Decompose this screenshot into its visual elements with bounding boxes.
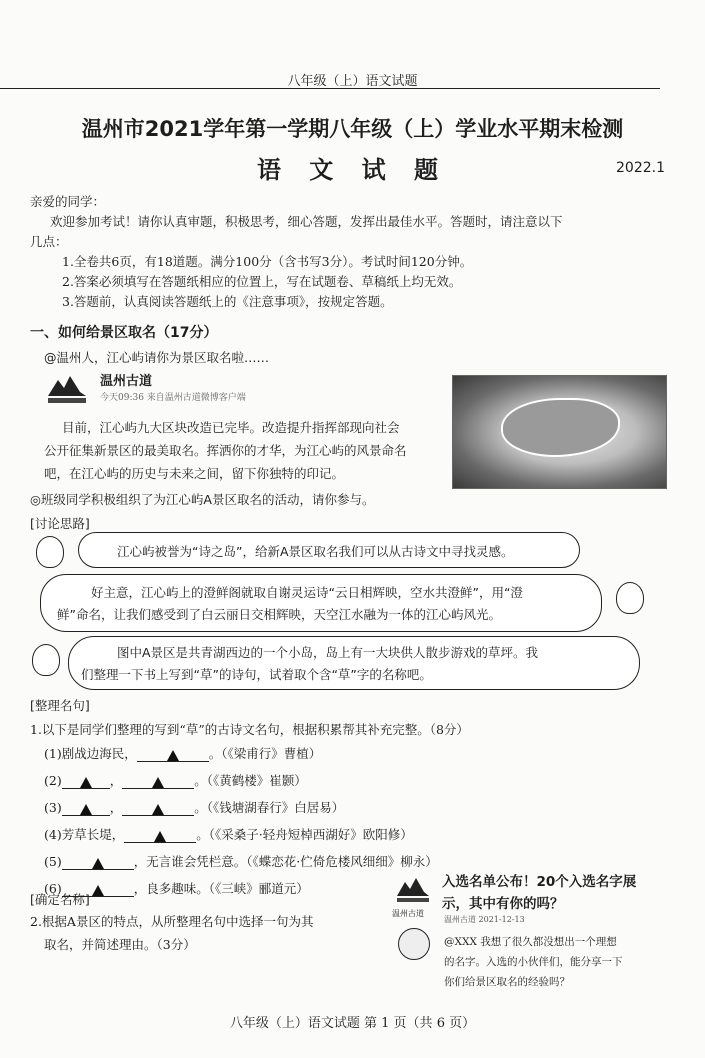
mention-line: @温州人，江心屿请你为景区取名啦……: [44, 350, 270, 365]
post-line-2: 公开征集新景区的最美取名。挥洒你的才华，为江心屿的风景命名: [44, 443, 407, 458]
greeting: 亲爱的同学：: [30, 194, 106, 209]
announcement-title-1: 入选名单公布！20个入选名字展: [442, 874, 637, 890]
bubble-3-text-b: 们整理一下书上写到“草”的诗句，试着取个含“草”字的名称吧。: [81, 667, 432, 682]
commenter-avatar: [398, 928, 430, 960]
discuss-label: [讨论思路]: [30, 516, 90, 531]
blank-marker-icon: [152, 777, 164, 788]
comment-line-3: 你们给景区取名的经验吗？: [444, 976, 570, 988]
confirm-label: [确定名称]: [30, 892, 90, 907]
blank-marker-icon: [154, 831, 166, 842]
blank-marker-icon: [80, 777, 92, 788]
blank-marker-icon: [92, 858, 104, 869]
comment-line-1: @XXX 我想了很久都没想出一个理想: [444, 936, 617, 948]
account-subline: 今天09:36 来自温州古道微博客户端: [100, 393, 246, 403]
welcome-line-1: 欢迎参加考试！请你认真审题，积极思考，细心答题，发挥出最佳水平。答题时，请注意以下: [50, 214, 563, 229]
note-1: 1.全卷共6页，有18道题。满分100分（含书写3分）。考试时间120分钟。: [62, 254, 473, 269]
fill-line-2: (2) ， 。（《黄鹤楼》崔颢）: [44, 773, 307, 788]
exam-date: 2022.1: [616, 160, 665, 176]
speech-bubble-1: [78, 532, 580, 568]
question-1: 1.以下是同学们整理的写到“草”的古诗文名句，根据积累帮其补充完整。（8分）: [30, 722, 469, 737]
note-3: 3.答题前，认真阅读答题纸上的《注意事项》，按规定答题。: [62, 294, 393, 309]
student-avatar-1: [36, 536, 64, 568]
organize-label: [整理名句]: [30, 698, 90, 713]
student-avatar-3: [32, 644, 60, 676]
fill-line-6: (6) ，良多趣味。（《三峡》郦道元）: [44, 881, 309, 896]
fill-line-1: (1)剧战边海民， 。（《梁甫行》曹植）: [44, 746, 322, 761]
answer-blank[interactable]: [62, 801, 110, 816]
header-rule: [0, 88, 660, 89]
bubble-2-text-b: 鲜”命名，让我们感受到了白云丽日交相辉映，天空江水融为一体的江心屿风光。: [57, 607, 501, 622]
announcement-meta: 温州古道 2021-12-13: [444, 915, 525, 924]
blank-marker-icon: [92, 885, 104, 896]
answer-blank[interactable]: [137, 747, 209, 762]
island-shape: [501, 398, 620, 457]
blank-marker-icon: [152, 804, 164, 815]
post-line-3: 吧，在江心屿的历史与未来之间，留下你独特的印记。: [44, 466, 345, 481]
answer-blank[interactable]: [122, 774, 194, 789]
fill-line-4: (4)芳草长堤， 。（《采桑子·轻舟短棹西湖好》欧阳修）: [44, 827, 413, 842]
activity-line: ◎班级同学积极组织了为江心屿A景区取名的活动，请你参与。: [30, 492, 375, 507]
speech-bubble-3: [68, 636, 640, 690]
question-2-line-1: 2.根据A景区的特点，从所整理名句中选择一句为其: [30, 914, 314, 929]
post-line-1: 目前，江心屿九大区块改造已完毕。改造提升指挥部现向社会: [62, 420, 400, 435]
page-footer: 八年级（上）语文试题 第 1 页（共 6 页）: [229, 1016, 476, 1031]
section-heading: 一、如何给景区取名（17分）: [30, 325, 218, 341]
announcement-title-2: 示，其中有你的吗？: [442, 896, 564, 912]
fill-line-5: (5) ，无言谁会凭栏意。（《蝶恋花·伫倚危楼风细细》柳永）: [44, 854, 438, 869]
account-logo: [46, 368, 88, 406]
bubble-3-text-a: 图中A景区是共青湖西边的一个小岛，岛上有一大块供人散步游戏的草坪。我: [117, 645, 539, 660]
blank-marker-icon: [167, 750, 179, 761]
student-avatar-2: [616, 582, 644, 614]
announcement-logo: [396, 872, 430, 906]
speech-bubble-2: [40, 574, 602, 632]
fill-line-3: (3) ， 。（《钱塘湖春行》白居易）: [44, 800, 345, 815]
answer-blank[interactable]: [62, 774, 110, 789]
bubble-2-text-a: 好主意，江心屿上的澄鲜阁就取自谢灵运诗“云日相辉映，空水共澄鲜”，用“澄: [91, 585, 523, 600]
announcement-logo-text: 温州古道: [392, 909, 424, 918]
exam-subtitle: 语 文 试 题: [256, 156, 449, 184]
bubble-1-text: 江心屿被誉为“诗之岛”，给新A景区取名我们可以从古诗文中寻找灵感。: [117, 544, 514, 559]
island-aerial-photo: [452, 375, 667, 489]
answer-blank[interactable]: [122, 801, 194, 816]
exam-title: 温州市2021学年第一学期八年级（上）学业水平期末检测: [81, 117, 624, 141]
blank-marker-icon: [80, 804, 92, 815]
question-2-line-2: 取名，并简述理由。（3分）: [44, 937, 196, 952]
note-2: 2.答案必须填写在答题纸相应的位置上，写在试题卷、草稿纸上均无效。: [62, 274, 462, 289]
page-header: 八年级（上）语文试题: [287, 74, 418, 89]
comment-line-2: 的名字。入选的小伙伴们，能分享一下: [444, 956, 623, 968]
answer-blank[interactable]: [62, 855, 134, 870]
welcome-line-2: 几点：: [30, 234, 68, 249]
account-name: 温州古道: [100, 374, 153, 389]
answer-blank[interactable]: [124, 828, 196, 843]
